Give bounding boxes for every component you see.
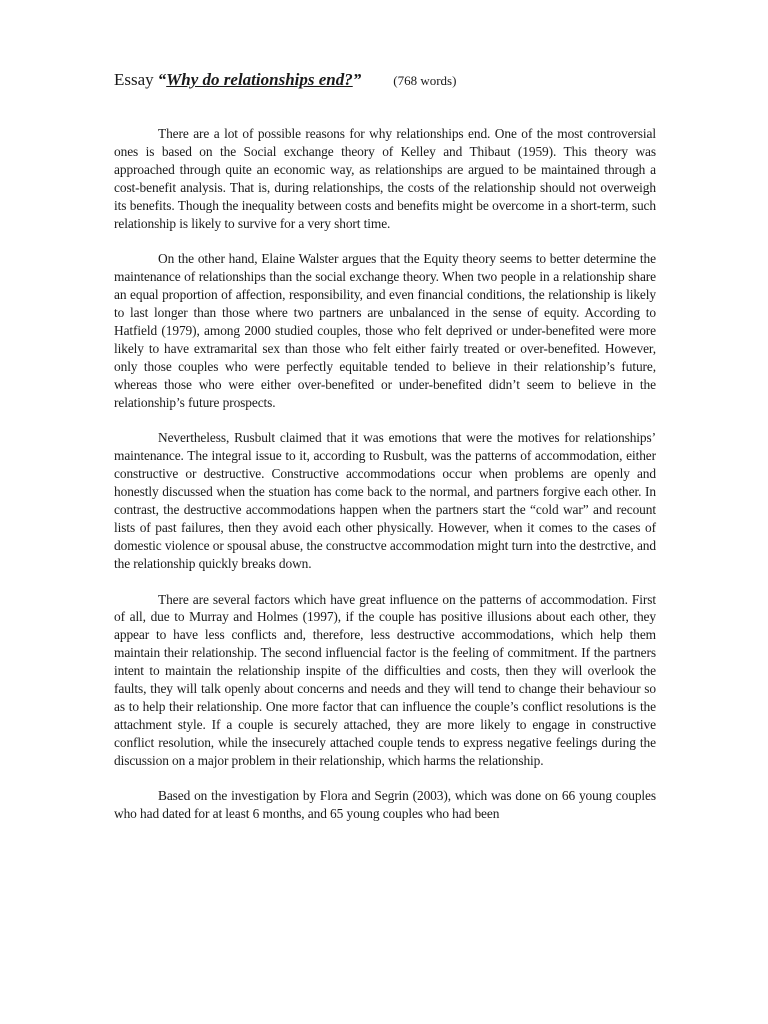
paragraph: There are a lot of possible reasons for why relationships end. One of the most controversial ones is based on the Social exchange theory of Kelley and Thibaut (1959). This theory was approached through quite an economic way, as relationships are argued to be maintained through a cost-benefit analysis. That is, during relationships, the costs of the relationship should not overweigh its benefits. Though the inequality between costs and benefits might be overcome in a short-term, such relationship is likely to survive for a very short time. <box>114 126 656 231</box>
essay-label: Essay <box>114 70 154 89</box>
title-close-quote: ” <box>352 70 362 89</box>
title-question: Why do relationships end? <box>166 70 353 89</box>
essay-title-row <box>114 70 674 90</box>
word-count: (768 words) <box>393 73 457 88</box>
paragraph: Based on the investigation by Flora and Segrin (2003), which was done on 66 young couples who had dated for at least 6 months, and 65 young couples who had been <box>114 788 656 822</box>
paragraph: There are several factors which have great influence on the patterns of accommodation. First of all, due to Murray and Holmes (1997), if the couple has positive illusions about each other, they appear to have less conflicts and, therefore, less destructive accommodations, which help them maintain their relationship. The second influencial factor is the feeling of commitment. If the partners intent to maintain the relationship inspite of the difficulties and costs, then they will overlook the faults, they will talk openly about concerns and needs and they will tend to change their behaviour so as to help their relationship. One more factor that can influence the couple’s conflict resolutions is the attachment style. If a couple is securely attached, they are more likely to engage in constructive conflict resolution, while the insecurely attached couple tends to express negative feelings during the discussion on a major problem in their relationship, which harms the relationship. <box>114 591 656 768</box>
title-open-quote: “ <box>157 70 167 89</box>
essay-title <box>158 70 362 89</box>
paragraph: On the other hand, Elaine Walster argues that the Equity theory seems to better determine the maintenance of relationships than the social exchange theory. When two people in a relationship share an equal proportion of affection, responsibility, and even financial conditions, the relationship is likely to last longer than those where two partners are unbalanced in the sense of equity. According to Hatfield (1979), among 2000 studied couples, those who felt deprived or under-benefited were more likely to have extramarital sex than those who felt either fairly treated or over-benefited. However, only those couples who were perfectly equitable tended to believe in their relationship’s future, whereas those who were either over-benefited or under-benefited didn’t seem to believe in the relationship’s future prospects. <box>114 251 656 410</box>
essay-body <box>114 125 656 841</box>
paragraph: Nevertheless, Rusbult claimed that it was emotions that were the motives for relationships’ maintenance. The integral issue to it, according to Rusbult, was the patterns of accommodation, either constructive or destructive. Constructive accommodations occur when problems are openly and honestly discussed when the stuation has come back to the normal, and partners forgive each other. In contrast, the destructive accommodations happen when the partners start the “cold war” and recount lists of past failures, then they avoid each other physically. However, when it comes to the cases of domestic violence or spousal abuse, the constructve accommodation might turn into the destrctive, and the relationship quickly breaks down. <box>114 430 656 571</box>
